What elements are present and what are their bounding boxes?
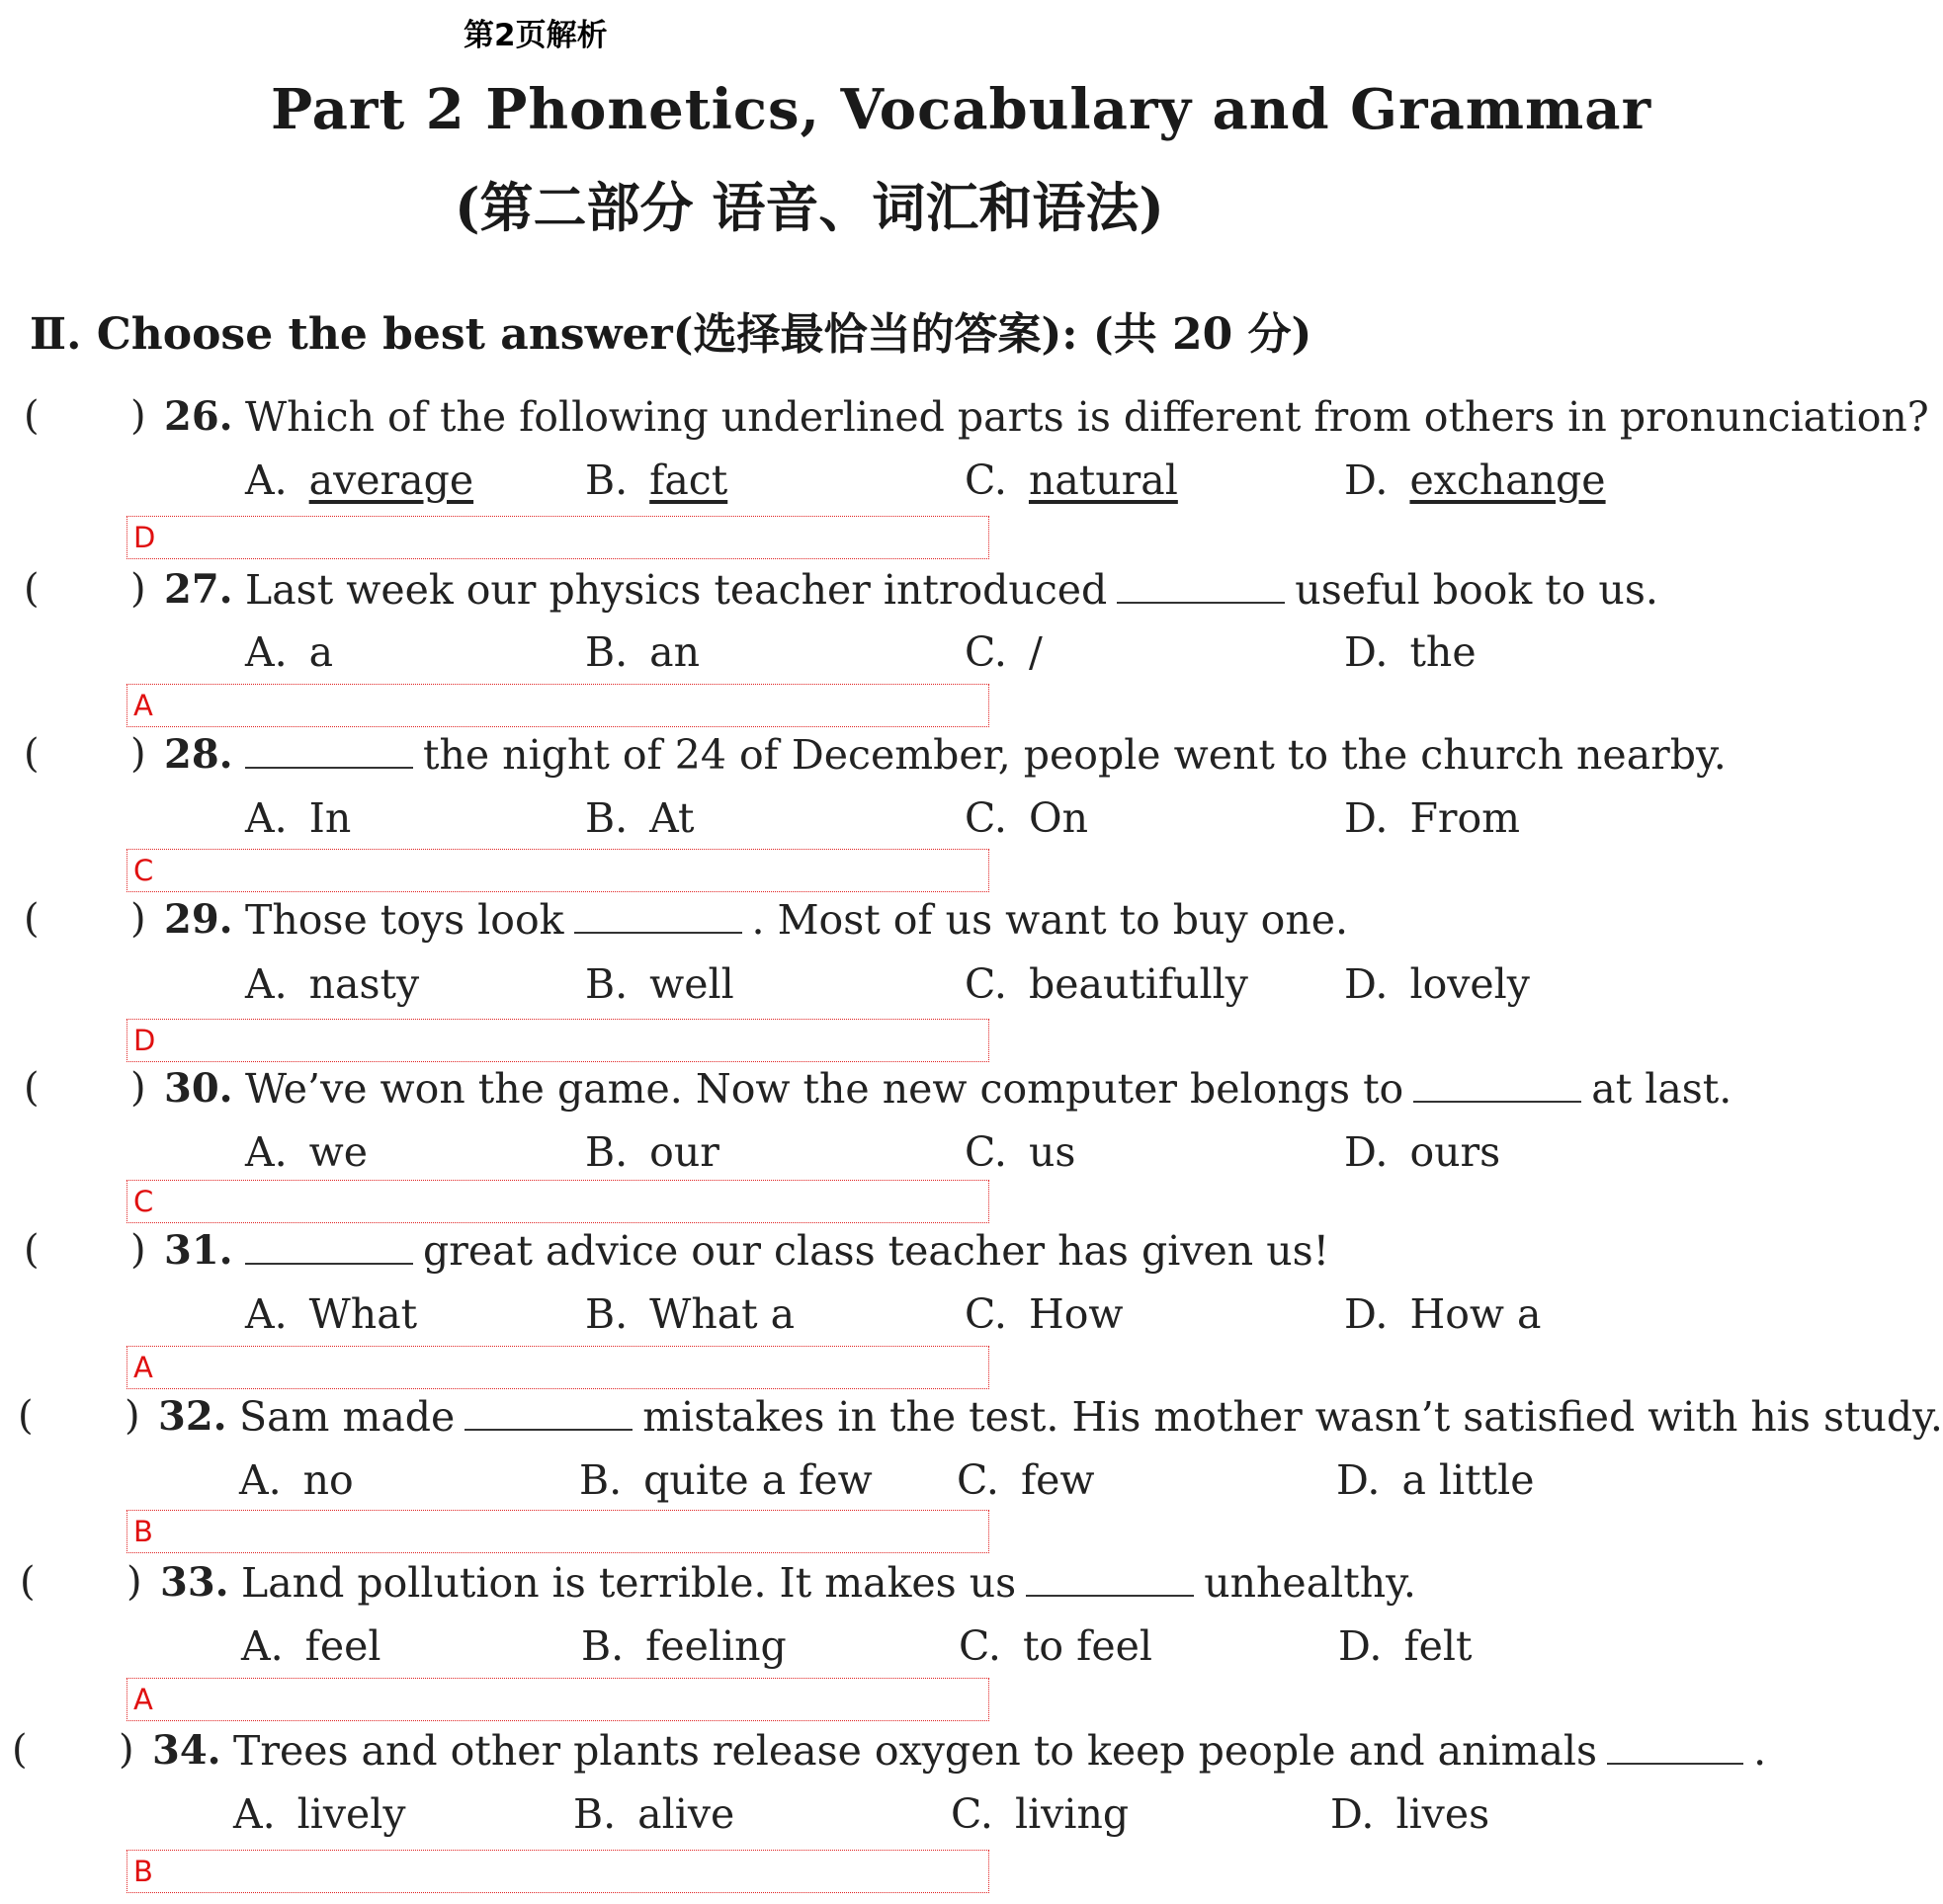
option-d: D. felt	[1338, 1622, 1473, 1670]
answer-box[interactable]	[127, 1180, 989, 1223]
option-b: B. fact	[585, 456, 728, 504]
option-d: D. lovely	[1344, 960, 1530, 1008]
answer-paren-open: (	[24, 1227, 40, 1273]
fill-blank	[1117, 568, 1285, 604]
part-title: Part 2 Phonetics, Vocabulary and Grammar	[271, 77, 1652, 142]
option-b: B. an	[585, 628, 701, 676]
option-d: D. From	[1344, 794, 1521, 842]
section-heading: Ⅱ. Choose the best answer(选择最恰当的答案): (共 20 分)	[30, 309, 1312, 360]
question-number: 30.	[164, 1065, 233, 1112]
option-c: C. On	[965, 794, 1088, 842]
fill-blank	[1413, 1067, 1581, 1103]
question-text: Sam made mistakes in the test. His mother wasn’t satisfied with his study.	[239, 1393, 1943, 1441]
answer-text: B	[133, 1855, 153, 1888]
option-c: C. living	[951, 1790, 1130, 1838]
fill-blank	[245, 733, 413, 769]
option-b: B. quite a few	[579, 1456, 873, 1504]
option-d: D. How a	[1344, 1290, 1542, 1338]
answer-paren-close: )	[130, 1065, 146, 1111]
fill-blank	[465, 1395, 633, 1431]
answer-text: C	[133, 1185, 154, 1218]
answer-paren-close: )	[130, 1227, 146, 1273]
option-a: A. we	[245, 1128, 369, 1176]
question-number: 26.	[164, 393, 233, 440]
answer-box[interactable]	[127, 1678, 989, 1721]
answer-text: C	[133, 854, 154, 887]
option-b: B. well	[585, 960, 734, 1008]
question-number: 33.	[160, 1559, 229, 1606]
option-a: A. nasty	[245, 960, 420, 1008]
fill-blank	[1607, 1729, 1743, 1765]
question-number: 32.	[158, 1393, 227, 1440]
question-text: Last week our physics teacher introduced useful book to us.	[245, 566, 1658, 614]
option-c: C. few	[957, 1456, 1095, 1504]
option-b: B. What a	[585, 1290, 796, 1338]
option-b: B. feeling	[581, 1622, 787, 1670]
answer-paren-close: )	[130, 566, 146, 612]
question-number: 28.	[164, 731, 233, 778]
question-number: 34.	[152, 1727, 221, 1774]
answer-paren-open: (	[24, 896, 40, 942]
page-header: 第2页解析	[464, 18, 608, 53]
answer-paren-close: )	[130, 731, 146, 777]
option-d: D. exchange	[1344, 456, 1606, 504]
question-text: Trees and other plants release oxygen to keep people and animals .	[233, 1727, 1767, 1775]
question-text: Land pollution is terrible. It makes us unhealthy.	[241, 1559, 1416, 1607]
option-a: A. average	[245, 456, 474, 504]
answer-box[interactable]	[127, 1346, 989, 1389]
answer-paren-open: (	[24, 393, 40, 439]
option-d: D. lives	[1330, 1790, 1490, 1838]
option-c: C. How	[965, 1290, 1124, 1338]
answer-text: D	[133, 521, 156, 554]
answer-text: B	[133, 1515, 153, 1548]
answer-text: D	[133, 1024, 156, 1057]
option-a: A. lively	[233, 1790, 406, 1838]
option-a: A. In	[245, 794, 352, 842]
answer-paren-close: )	[119, 1727, 134, 1773]
question-text: Which of the following underlined parts is different from others in pronunciation?	[245, 393, 1929, 441]
answer-box[interactable]	[127, 1510, 989, 1553]
answer-paren-open: (	[18, 1393, 34, 1439]
answer-text: A	[133, 1683, 153, 1716]
option-a: A. feel	[241, 1622, 381, 1670]
option-c: C. beautifully	[965, 960, 1248, 1008]
part-subtitle: (第二部分 语音、词汇和语法)	[455, 176, 1164, 239]
question-text: great advice our class teacher has given us!	[245, 1227, 1329, 1275]
answer-paren-close: )	[130, 393, 146, 439]
answer-box[interactable]	[127, 1850, 989, 1893]
fill-blank	[1026, 1561, 1194, 1597]
answer-box[interactable]	[127, 516, 989, 559]
option-b: B. At	[585, 794, 695, 842]
answer-paren-close: )	[130, 896, 146, 942]
option-a: A. What	[245, 1290, 418, 1338]
option-d: D. the	[1344, 628, 1477, 676]
fill-blank	[574, 898, 742, 934]
answer-box[interactable]	[127, 684, 989, 727]
question-text: the night of 24 of December, people went to the church nearby.	[245, 731, 1727, 779]
option-b: B. alive	[573, 1790, 735, 1838]
question-number: 31.	[164, 1227, 233, 1274]
answer-paren-open: (	[24, 731, 40, 777]
answer-paren-open: (	[20, 1559, 36, 1605]
option-c: C. natural	[965, 456, 1178, 504]
question-number: 27.	[164, 566, 233, 613]
answer-paren-open: (	[24, 566, 40, 612]
option-b: B. our	[585, 1128, 719, 1176]
option-d: D. a little	[1336, 1456, 1535, 1504]
answer-paren-open: (	[12, 1727, 28, 1773]
option-a: A. no	[239, 1456, 354, 1504]
answer-paren-close: )	[125, 1393, 140, 1439]
option-c: C. /	[965, 628, 1043, 676]
question-number: 29.	[164, 896, 233, 943]
option-c: C. us	[965, 1128, 1076, 1176]
option-d: D. ours	[1344, 1128, 1501, 1176]
option-a: A. a	[245, 628, 334, 676]
fill-blank	[245, 1229, 413, 1265]
answer-text: A	[133, 689, 153, 722]
question-text: We’ve won the game. Now the new computer belongs to at last.	[245, 1065, 1732, 1113]
question-text: Those toys look . Most of us want to buy one.	[245, 896, 1349, 944]
answer-text: A	[133, 1351, 153, 1384]
answer-paren-open: (	[24, 1065, 40, 1111]
answer-paren-close: )	[127, 1559, 142, 1605]
answer-box[interactable]	[127, 849, 989, 892]
answer-box[interactable]	[127, 1019, 989, 1062]
option-c: C. to feel	[959, 1622, 1152, 1670]
